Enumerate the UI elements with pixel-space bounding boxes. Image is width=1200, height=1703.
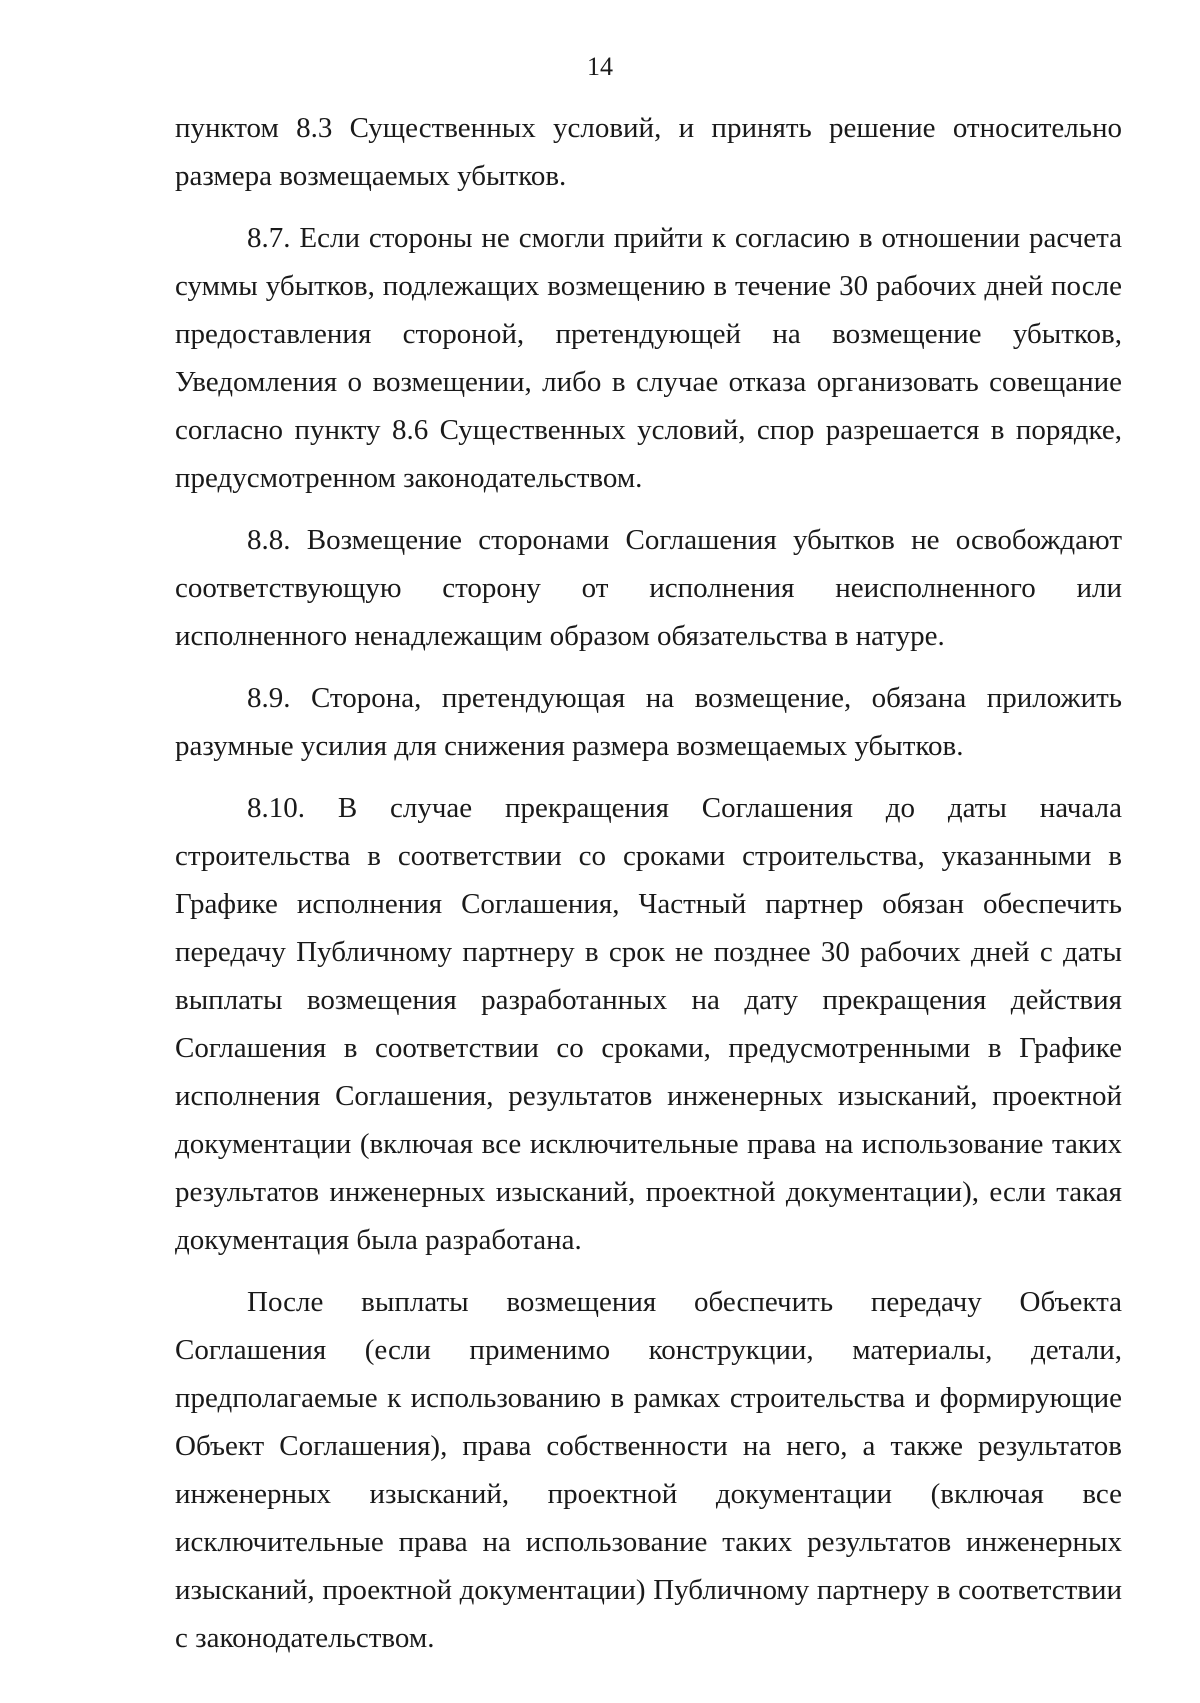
paragraph-after-payment: После выплаты возмещения обеспечить передачу Объекта Соглашения (если применимо конструкции, материалы, детали, предполагаемые к использованию в рамках строительства и формирующие Объект Соглашения), права собственности на него, а также результатов инженерных изысканий, проектной документации (включая все исключительные права на использование таких результатов инженерных изысканий, проектной документации) Публичному партнеру в соответствии с законодательством. [175,1286,1122,1654]
page-number: 14 [587,52,613,81]
paragraph-8-7: 8.7. Если стороны не смогли прийти к согласию в отношении расчета суммы убытков, подлежащих возмещению в течение 30 рабочих дней после предоставления стороной, претендующей на возмещение убытков, Уведомления о возмещении, либо в случае отказа организовать совещание согласно пункту 8.6 Существенных условий, спор разрешается в порядке, предусмотренном законодательством. [175,222,1122,494]
paragraph-continuation: пунктом 8.3 Существенных условий, и принять решение относительно размера возмещаемых убытков. [175,112,1122,192]
paragraph-8-10: 8.10. В случае прекращения Соглашения до даты начала строительства в соответствии со сроками строительства, указанными в Графике исполнения Соглашения, Частный партнер обязан обеспечить передачу Публичному партнеру в срок не позднее 30 рабочих дней с даты выплаты возмещения разработанных на дату прекращения действия Соглашения в соответствии со сроками, предусмотренными в Графике исполнения Соглашения, результатов инженерных изысканий, проектной документации (включая все исключительные права на использование таких результатов инженерных изысканий, проектной документации), если такая документация была разработана. [175,792,1122,1256]
paragraph-8-8: 8.8. Возмещение сторонами Соглашения убытков не освобождают соответствующую сторону от исполнения неисполненного или исполненного ненадлежащим образом обязательства в натуре. [175,524,1122,652]
document-body [175,104,1122,1662]
paragraph-8-9: 8.9. Сторона, претендующая на возмещение, обязана приложить разумные усилия для снижения размера возмещаемых убытков. [175,682,1122,762]
